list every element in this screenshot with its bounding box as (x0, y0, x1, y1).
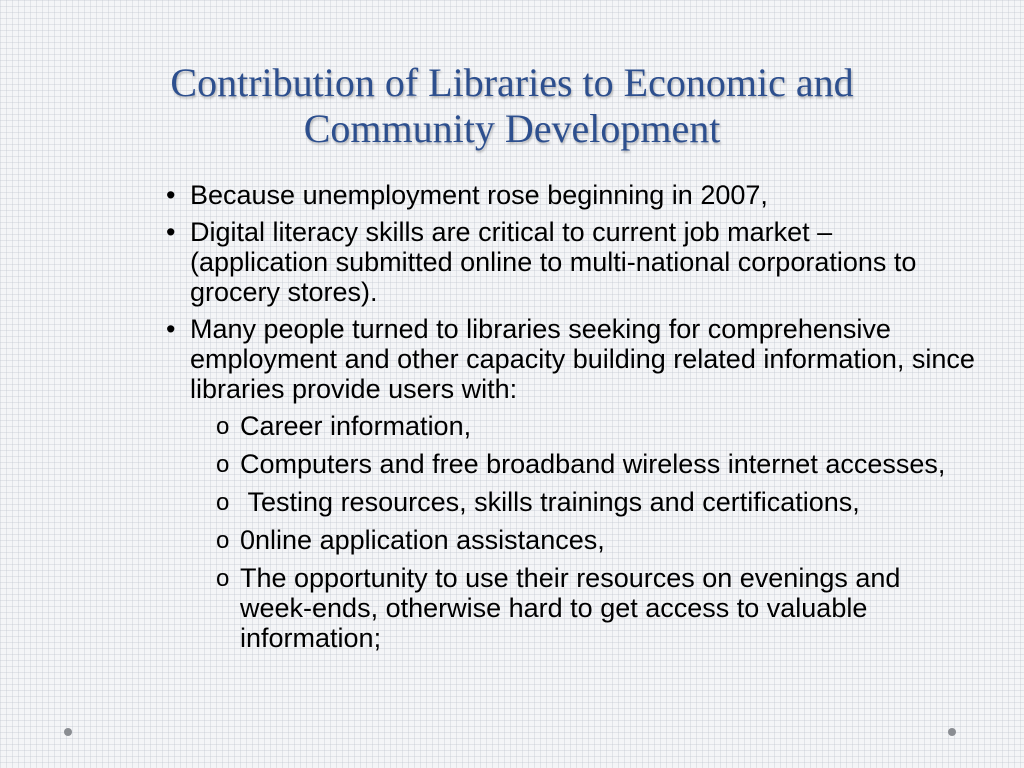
sub-bullet-item (166, 487, 976, 517)
slide-title (90, 60, 934, 152)
slide-body (166, 180, 976, 661)
bullet-text: Digital literacy skills are critical to current job market – (application submitted online to multi-national corporations to grocery stores). (190, 217, 917, 307)
hollow-circle-bullet-icon: o (216, 565, 230, 592)
sub-bullet-item (166, 525, 976, 555)
sub-bullet-text: 0nline application assistances, (240, 525, 605, 555)
sub-bullet-text: Computers and free broadband wireless internet accesses, (240, 449, 946, 479)
hollow-circle-bullet-icon: o (216, 527, 230, 554)
sub-bullet-item (166, 449, 976, 479)
sub-bullet-text: The opportunity to use their resources on evenings and week-ends, otherwise hard to get access to valuable information; (240, 563, 901, 653)
decorative-dot-icon (64, 728, 72, 736)
bullet-dot-icon: • (166, 180, 176, 210)
bullet-item (166, 217, 976, 307)
hollow-circle-bullet-icon: o (216, 489, 230, 516)
bullet-text: Because unemployment rose beginning in 2007, (190, 180, 768, 210)
decorative-dot-icon (948, 728, 956, 736)
bullet-dot-icon: • (166, 217, 176, 247)
bullet-item (166, 314, 976, 404)
sub-bullet-text: Testing resources, skills trainings and certifications, (240, 487, 860, 517)
sub-bullet-item (166, 411, 976, 441)
hollow-circle-bullet-icon: o (216, 413, 230, 440)
slide-title-line-1: Contribution of Libraries to Economic and (170, 60, 854, 105)
sub-bullet-item (166, 563, 976, 653)
bullet-dot-icon: • (166, 314, 176, 344)
slide-title-line-2: Community Development (303, 106, 721, 151)
bullet-text: Many people turned to libraries seeking for comprehensive employment and other capacity building related information, since libraries provide users with: (190, 314, 975, 404)
bullet-item (166, 180, 976, 210)
sub-bullet-text: Career information, (240, 411, 472, 441)
hollow-circle-bullet-icon: o (216, 451, 230, 478)
